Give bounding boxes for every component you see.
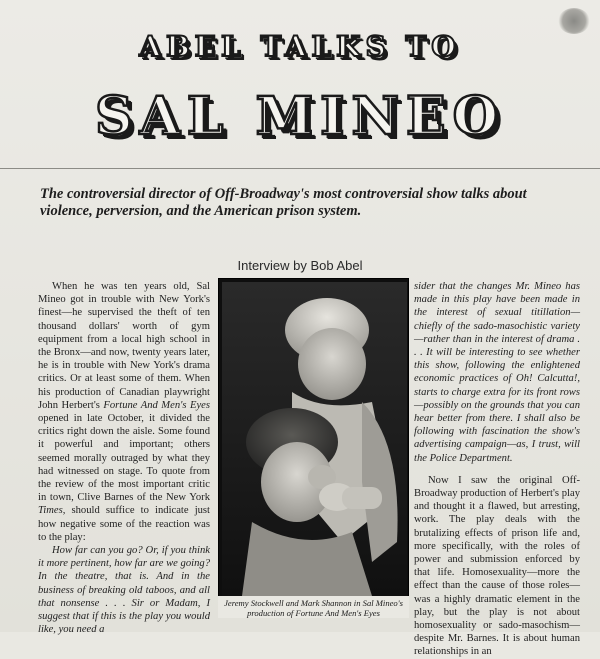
paragraph-2: Now I saw the original Off-Broadway production of Herbert's play and thought it a flawed, but arresting, work. The play deals with the brutalizing effects of prison life and, more specifically, with the roles of power and submission enforced by that life. Homosexuality—more the effect than the cause of those roles—was a highly dramatic element in the play, but the play is not about homosexuality or sado-masochism—despite Mr. Barnes. It is about human relationships in an (414, 474, 580, 658)
photo-caption: Jeremy Stockwell and Mark Shannon in Sal Mineo's production of Fortune And Men's Eyes (218, 596, 409, 618)
article-column-1 (38, 280, 210, 636)
actors-photo-image (222, 282, 407, 596)
paragraph-1: When he was ten years old, Sal Mineo got in trouble with New York's finest—he supervised the theft of ten thousand dollars' worth of gym equipment from a local high school in the Bronx—and now, twenty years later, he is in trouble with New York's drama critics. Or at least some of them. When his production of Canadian playwright John Herbert's Fortune And Men's Eyes opened in late October, it divided the critics right down the aisle. Some found it powerful and important; others seemed morally outraged by what they had witnessed on stage. To quote from the review of the most important critic in town, Clive Barnes of the New York Times, should suffice to indicate just how negative some of the reaction was to the play: (38, 281, 210, 543)
byline: Interview by Bob Abel (237, 258, 363, 273)
critic-quote-continued: sider that the changes Mr. Mineo has made in this play have been made in the interest of sexual titillation—chiefly of the sado-masochistic variety—rather than in the interest of drama . . . It will be interesting to see whether this show, following the enlightened economic practices of Oh! Calcutta!, starts to charge extra for its front rows—possibly on the grounds that you can hear better from there. I shall also be following with fascination the show's advertising campaign—as, I trust, will the Police Department. (414, 281, 580, 464)
production-photo (218, 278, 409, 618)
headline-main: SAL MINEO (95, 86, 505, 147)
divider (0, 168, 600, 169)
headline-top: ABEL TALKS TO (139, 30, 461, 63)
critic-quote: How far can you go? Or, if you think it more pertinent, how far are we going? In the theatre, that is. And in the business of breaking old taboos, and all that nonsense . . . Sir or Madam, I suggest that if this is the play you would like, you need a (38, 545, 210, 636)
article-deck: The controversial director of Off-Broadway's most controversial show talks about violence, perversion, and the American prison system. (40, 186, 527, 219)
article-column-3 (414, 280, 580, 659)
